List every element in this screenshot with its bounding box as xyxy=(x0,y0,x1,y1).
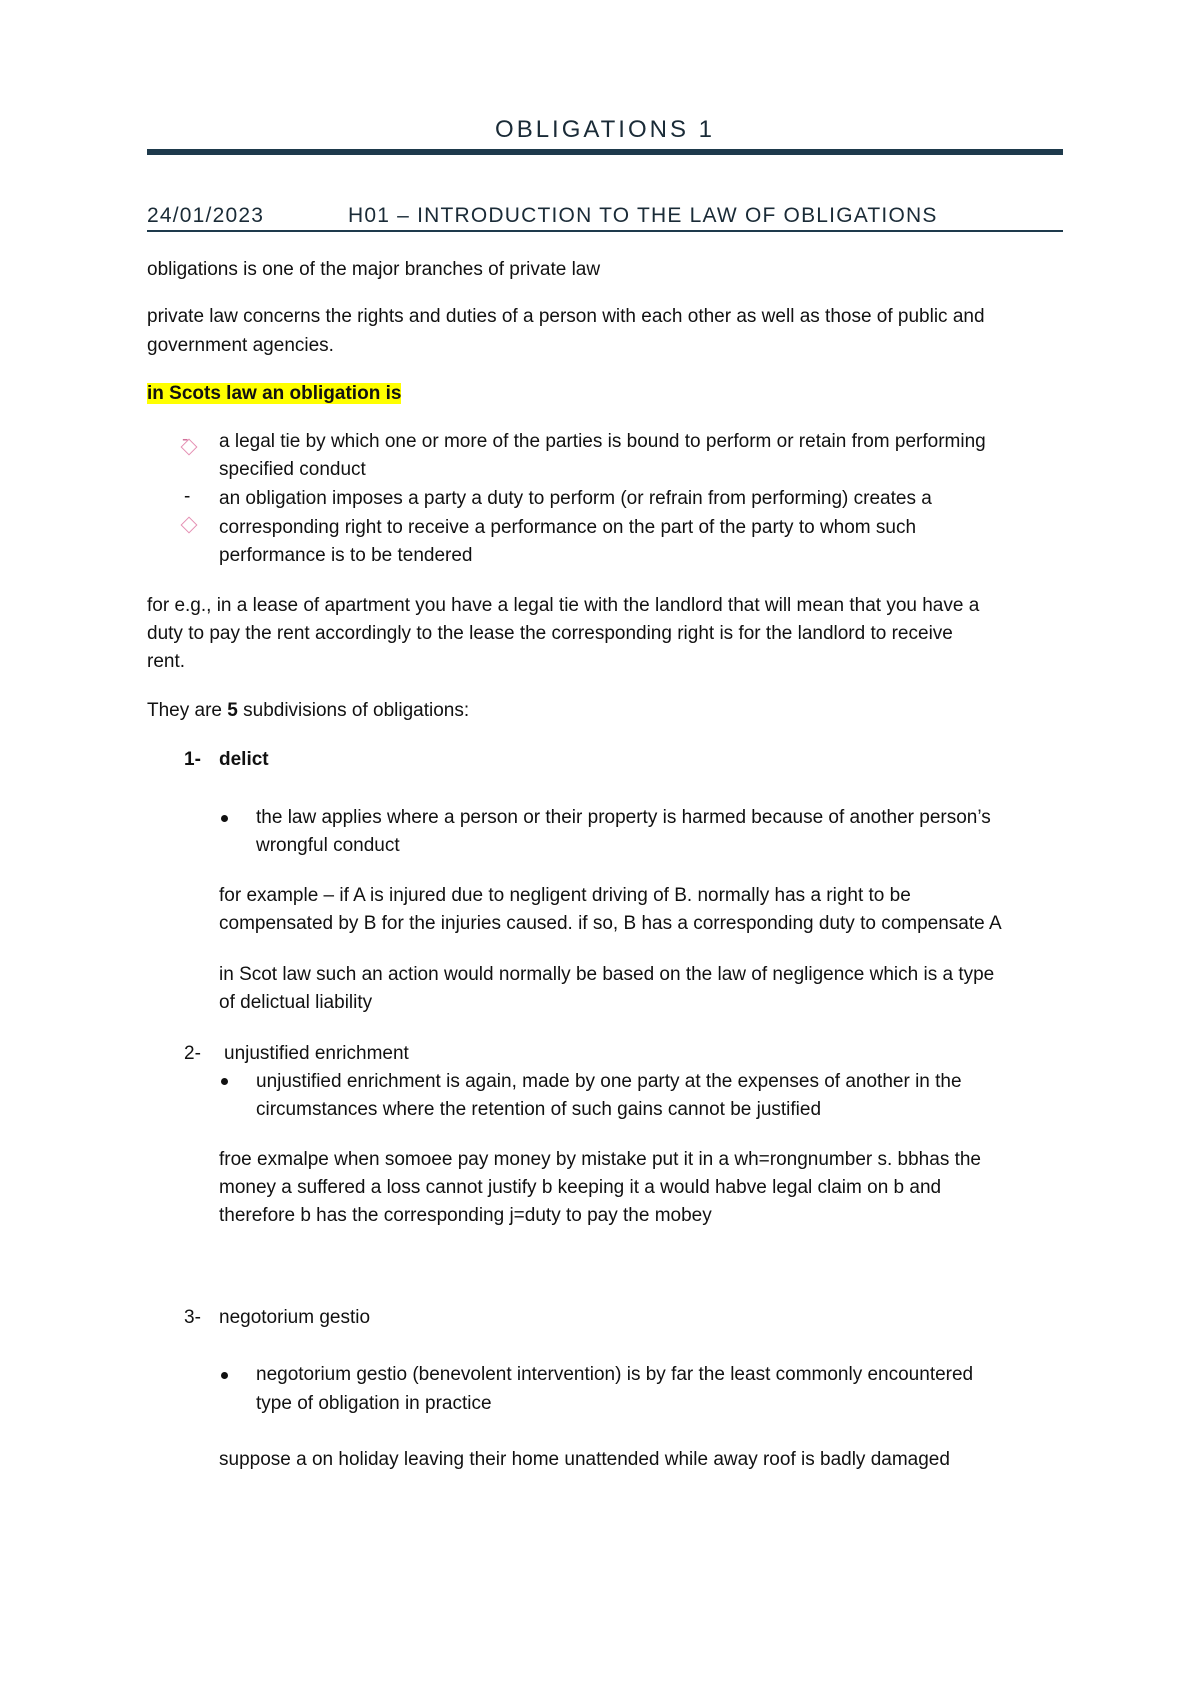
section-1-example-2-line-2: of delictual liability xyxy=(219,992,373,1013)
highlight-text: in Scots law an obligation is xyxy=(147,383,402,404)
paragraph-1: obligations is one of the major branches of private law xyxy=(147,259,601,280)
section-2-title: unjustified enrichment xyxy=(224,1043,409,1064)
section-3-bullet-line-2: type of obligation in practice xyxy=(256,1393,492,1414)
highlighted-definition xyxy=(147,380,401,408)
heading-date: 24/01/2023 xyxy=(147,204,265,227)
section-2-example-line-2: money a suffered a loss cannot justify b keeping it a would habve legal claim on b and xyxy=(219,1177,942,1198)
bullet-dot xyxy=(221,1372,228,1379)
section-3-example-line-1: suppose a on holiday leaving their home unattended while away roof is badly damaged xyxy=(219,1449,950,1470)
bullet-dot xyxy=(221,1078,228,1085)
example-line-3: rent. xyxy=(147,651,186,672)
example-line-2: duty to pay the rent accordingly to the lease the corresponding right is for the landlord to receive xyxy=(147,623,953,644)
dash-item-1-line-1: a legal tie by which one or more of the parties is bound to perform or retain from performing xyxy=(219,431,986,452)
section-3-bullet-line-1: negotorium gestio (benevolent intervention) is by far the least commonly encountered xyxy=(256,1364,974,1385)
paragraph-2-line-2: government agencies. xyxy=(147,335,334,356)
paragraph-2-line-1: private law concerns the rights and duties of a person with each other as well as those of public and xyxy=(147,306,985,327)
section-1-number: 1- xyxy=(184,749,201,770)
section-1-example-2-line-1: in Scot law such an action would normally be based on the law of negligence which is a type xyxy=(219,964,995,985)
document-title: OBLIGATIONS 1 xyxy=(495,116,715,143)
dash-item-2-line-1: an obligation imposes a party a duty to perform (or refrain from performing) creates a xyxy=(219,488,932,509)
section-2-example-line-1: froe exmalpe when somoee pay money by mistake put it in a wh=rongnumber s. bbhas the xyxy=(219,1149,982,1170)
subdivisions-count: 5 xyxy=(227,700,238,721)
section-2-bullet-line-2: circumstances where the retention of such gains cannot be justified xyxy=(256,1099,822,1120)
section-1-example-1-line-1: for example – if A is injured due to negligent driving of B. normally has a right to be xyxy=(219,885,911,906)
section-1-bullet-line-1: the law applies where a person or their property is harmed because of another person’s xyxy=(256,807,991,828)
section-1-example-1-line-2: compensated by B for the injuries caused. if so, B has a corresponding duty to compensate A xyxy=(219,913,1002,934)
dash-marker: - xyxy=(184,486,191,507)
section-2-number: 2- xyxy=(184,1043,201,1064)
dash-item-2-line-2: corresponding right to receive a performance on the part of the party to whom such xyxy=(219,517,917,538)
bullet-dot xyxy=(221,815,228,822)
section-2-example-line-3: therefore b has the corresponding j=duty to pay the mobey xyxy=(219,1205,712,1226)
heading-rule xyxy=(147,230,1063,232)
dash-marker: - xyxy=(182,429,189,450)
section-1-title: delict xyxy=(219,749,269,770)
subdivisions-intro xyxy=(147,697,469,725)
section-3-title: negotorium gestio xyxy=(219,1307,371,1328)
comment-marker-icon xyxy=(181,517,198,534)
subdivisions-suffix: subdivisions of obligations: xyxy=(237,700,470,721)
example-line-1: for e.g., in a lease of apartment you have a legal tie with the landlord that will mean that you have a xyxy=(147,595,980,616)
dash-item-1-line-2: specified conduct xyxy=(219,459,366,480)
subdivisions-prefix: They are xyxy=(147,700,228,721)
dash-item-2-line-3: performance is to be tendered xyxy=(219,545,473,566)
section-1-bullet-line-2: wrongful conduct xyxy=(256,835,400,856)
section-3-number: 3- xyxy=(184,1307,201,1328)
section-2-bullet-line-1: unjustified enrichment is again, made by one party at the expenses of another in the xyxy=(256,1071,962,1092)
title-rule xyxy=(147,149,1063,155)
heading-title: H01 – INTRODUCTION TO THE LAW OF OBLIGATIONS xyxy=(348,204,938,227)
